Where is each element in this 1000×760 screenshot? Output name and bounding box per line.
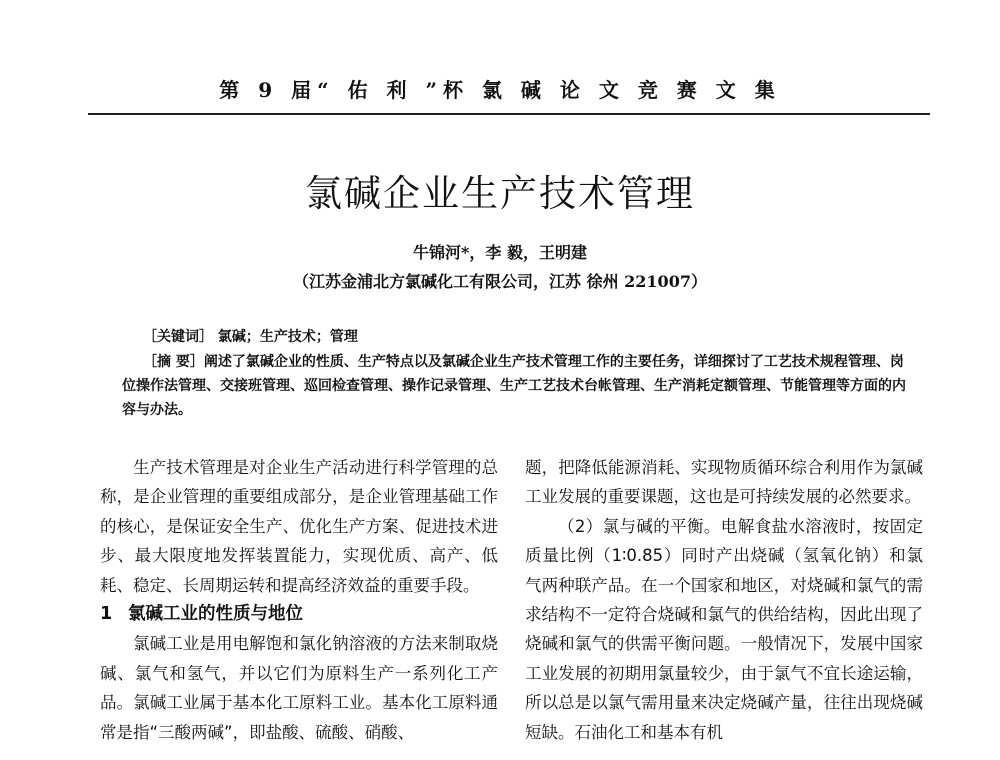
paragraph: 题，把降低能源消耗、实现物质循环综合利用作为氯碱工业发展的重要课题，这也是可持续发展的必然要求。 (525, 458, 923, 507)
paragraph: 生产技术管理是对企业生产活动进行科学管理的总称，是企业管理的重要组成部分，是企业管理基础工作的核心，是保证安全生产、优化生产方案、促进技术进步、最大限度地发挥装置能力，实现优质、高产、低耗、稳定、长周期运转和提高经济效益的重要手段。 (100, 458, 498, 595)
section-heading (100, 600, 498, 629)
section-number: 1 (100, 604, 113, 625)
body-column-right (525, 453, 923, 747)
paragraph: 氯碱工业是用电解饱和氯化钠溶液的方法来制取烧碱、氯气和氢气，并以它们为原料生产一系列化工产品。氯碱工业属于基本化工原料工业。基本化工原料通常是指“三酸两碱”，即盐酸、硫酸、硝酸、 (100, 634, 498, 742)
keywords-block (143, 326, 913, 346)
article-affiliation: （江苏金浦北方氯碱化工有限公司，江苏 徐州 221007） (293, 272, 707, 291)
article-authors: 牛锦河*，李 毅，王明建 (413, 243, 587, 262)
article-title: 氯碱企业生产技术管理 (305, 172, 695, 215)
keywords-text: 氯碱；生产技术；管理 (217, 329, 358, 345)
abstract-label: ［摘 要］ (143, 354, 204, 370)
body-column-left (100, 453, 498, 747)
section-title: 氯碱工业的性质与地位 (128, 604, 303, 625)
paragraph: （2）氯与碱的平衡。电解食盐水溶液时，按固定质量比例（1∶0.85）同时产出烧碱（氢氧化钠）和氯气两种联产品。在一个国家和地区，对烧碱和氯气的需求结构不一定符合烧碱和氯气的供给结构，因此出现了烧碱和氯气的供需平衡问题。一般情况下，发展中国家工业发展的初期用氯量较少，由于氯气不宜长途运输，所以总是以氯气需用量来决定烧碱产量，往往出现烧碱短缺。石油化工和基本有机 (525, 516, 923, 742)
header-rule (88, 113, 930, 115)
abstract-block (122, 350, 917, 422)
running-header: 第 9 届“ 佑 利 ”杯 氯 碱 论 文 竞 赛 文 集 (219, 78, 781, 102)
abstract-text: 阐述了氯碱企业的性质、生产特点以及氯碱企业生产技术管理工作的主要任务，详细探讨了工艺技术规程管理、岗位操作法管理、交接班管理、巡回检查管理、操作记录管理、生产工艺技术台帐管理、生产消耗定额管理、节能管理等方面的内容与办法。 (122, 354, 906, 418)
keywords-label: ［关键词］ (143, 329, 213, 345)
